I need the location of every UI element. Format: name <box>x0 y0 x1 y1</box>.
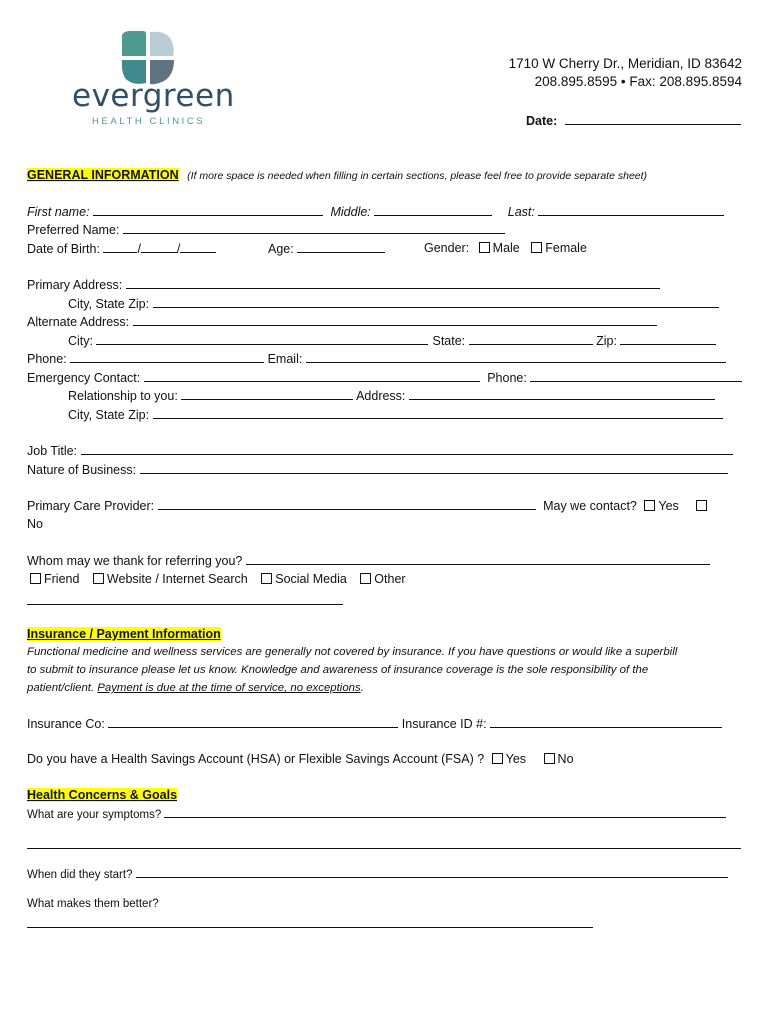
first-name-label: First name: <box>27 205 90 219</box>
clinic-logo <box>70 28 235 133</box>
email-input[interactable] <box>306 350 726 363</box>
date-input[interactable] <box>565 112 741 125</box>
male-checkbox[interactable] <box>479 242 490 253</box>
relationship-input[interactable] <box>181 387 353 400</box>
last-name-input[interactable] <box>538 203 724 216</box>
middle-label: Middle: <box>330 205 371 219</box>
relationship-row <box>68 387 715 404</box>
hsa-no-label: No <box>557 752 574 766</box>
alternate-address-input[interactable] <box>133 313 657 326</box>
nature-business-label: Nature of Business: <box>27 463 137 477</box>
contact-no-label: No <box>27 517 43 531</box>
preferred-name-row <box>27 221 505 238</box>
male-label: Male <box>492 241 520 255</box>
nature-business-row <box>27 461 728 478</box>
friend-checkbox[interactable] <box>30 573 41 584</box>
emergency-phone-label: Phone: <box>487 371 527 385</box>
referral-label: Whom may we thank for referring you? <box>27 554 243 568</box>
age-field <box>268 240 385 257</box>
city-label: City: <box>68 334 93 348</box>
city-state-zip-label: City, State Zip: <box>68 297 150 311</box>
insurance-note-line2: to submit to insurance please let us know. Knowledge and awareness of insurance coverage is the sole responsibility of the <box>27 664 649 676</box>
emergency-city-row <box>68 406 723 423</box>
insurance-co-row <box>27 715 722 732</box>
alternate-city-row <box>68 332 716 349</box>
female-label: Female <box>545 241 587 255</box>
insurance-id-input[interactable] <box>490 715 722 728</box>
last-label: Last: <box>507 205 535 219</box>
better-input[interactable] <box>27 927 593 928</box>
email-label: Email: <box>267 352 303 366</box>
clinic-address: 1710 W Cherry Dr., Meridian, ID 83642 <box>508 56 742 71</box>
social-media-label: Social Media <box>275 572 347 586</box>
phone-email-row <box>27 350 726 367</box>
alternate-address-row <box>27 313 657 330</box>
dob-month-input[interactable] <box>103 240 137 253</box>
other-label: Other <box>374 572 406 586</box>
female-checkbox[interactable] <box>531 242 542 253</box>
health-title: Health Concerns & Goals <box>27 788 178 802</box>
emergency-address-label: Address: <box>356 389 406 403</box>
symptoms-label: What are your symptoms? <box>27 809 162 821</box>
preferred-name-label: Preferred Name: <box>27 223 120 237</box>
contact-no-checkbox[interactable] <box>696 500 707 511</box>
job-title-row <box>27 442 733 459</box>
website-checkbox[interactable] <box>93 573 104 584</box>
emergency-city-input[interactable] <box>153 406 723 419</box>
contact-yes-label: Yes <box>658 499 679 513</box>
nature-business-input[interactable] <box>140 461 728 474</box>
age-input[interactable] <box>297 240 385 253</box>
dob-separator: / <box>137 242 141 256</box>
emergency-phone-input[interactable] <box>530 369 742 382</box>
symptoms-input[interactable] <box>164 805 726 818</box>
age-label: Age: <box>268 242 294 256</box>
first-name-row <box>27 203 724 220</box>
primary-address-label: Primary Address: <box>27 278 123 292</box>
general-info-note: (If more space is needed when filling in certain sections, please feel free to provide separate sheet) <box>187 170 648 182</box>
zip-input[interactable] <box>620 332 716 345</box>
preferred-name-input[interactable] <box>123 221 505 234</box>
general-info-heading-row <box>27 167 647 184</box>
pcp-label: Primary Care Provider: <box>27 499 155 513</box>
dob-label: Date of Birth: <box>27 242 100 256</box>
other-input[interactable] <box>27 604 343 605</box>
hsa-label: Do you have a Health Savings Account (HSA) or Flexible Savings Account (FSA) ? <box>27 752 485 766</box>
gender-label: Gender: <box>424 241 470 255</box>
city-input[interactable] <box>96 332 428 345</box>
primary-address-input[interactable] <box>126 276 660 289</box>
dob-row <box>27 240 216 257</box>
symptoms-input-line2[interactable] <box>27 848 741 849</box>
insurance-co-input[interactable] <box>108 715 398 728</box>
insurance-note-start: patient/client. <box>27 682 95 694</box>
emergency-city-label: City, State Zip: <box>68 408 150 422</box>
website-label: Website / Internet Search <box>106 572 248 586</box>
start-input[interactable] <box>136 865 728 878</box>
insurance-heading-row <box>27 626 221 642</box>
payment-due-notice: Payment is due at the time of service, no exceptions <box>97 682 361 694</box>
emergency-address-input[interactable] <box>409 387 715 400</box>
primary-city-row <box>68 295 719 312</box>
phone-label: Phone: <box>27 352 67 366</box>
middle-name-input[interactable] <box>374 203 492 216</box>
insurance-id-label: Insurance ID #: <box>401 717 487 731</box>
dob-day-input[interactable] <box>141 240 177 253</box>
social-media-checkbox[interactable] <box>261 573 272 584</box>
hsa-yes-label: Yes <box>505 752 527 766</box>
first-name-input[interactable] <box>93 203 323 216</box>
insurance-note-line3 <box>27 680 364 696</box>
hsa-yes-checkbox[interactable] <box>492 753 503 764</box>
clinic-phone-fax: 208.895.8595 • Fax: 208.895.8594 <box>534 74 742 89</box>
dob-year-input[interactable] <box>180 240 216 253</box>
other-checkbox[interactable] <box>360 573 371 584</box>
logo-subtitle: HEALTH CLINICS <box>92 116 206 127</box>
general-info-title: GENERAL INFORMATION <box>27 168 179 182</box>
emergency-contact-row <box>27 369 742 386</box>
health-heading-row <box>27 787 177 803</box>
state-input[interactable] <box>469 332 593 345</box>
hsa-no-checkbox[interactable] <box>544 753 555 764</box>
primary-address-row <box>27 276 660 293</box>
better-label: What makes them better? <box>27 898 159 910</box>
referral-options-row <box>30 571 406 587</box>
insurance-note-line1: Functional medicine and wellness services are generally not covered by insurance. If you have questions or would like a superbill <box>27 646 678 658</box>
date-field <box>526 112 741 129</box>
start-row <box>27 865 728 883</box>
gender-field <box>424 240 587 256</box>
date-label: Date: <box>526 114 558 128</box>
logo-name: evergreen <box>72 78 235 114</box>
start-label: When did they start? <box>27 869 133 881</box>
dob-separator: / <box>176 242 181 256</box>
job-title-input[interactable] <box>81 442 733 455</box>
contact-yes-checkbox[interactable] <box>644 500 655 511</box>
job-title-label: Job Title: <box>27 444 78 458</box>
pcp-row <box>27 497 710 514</box>
relationship-label: Relationship to you: <box>68 389 178 403</box>
primary-city-state-zip-input[interactable] <box>153 295 719 308</box>
insurance-note-end: . <box>360 682 364 694</box>
emergency-contact-label: Emergency Contact: <box>27 371 141 385</box>
state-label: State: <box>432 334 466 348</box>
pcp-input[interactable] <box>158 497 536 510</box>
insurance-co-label: Insurance Co: <box>27 717 105 731</box>
may-contact-label: May we contact? <box>543 499 637 513</box>
friend-label: Friend <box>44 572 80 586</box>
hsa-row <box>27 751 574 767</box>
zip-label: Zip: <box>596 334 617 348</box>
symptoms-row <box>27 805 726 823</box>
referral-row <box>27 552 710 569</box>
phone-input[interactable] <box>70 350 264 363</box>
alternate-address-label: Alternate Address: <box>27 315 130 329</box>
referral-input[interactable] <box>246 552 710 565</box>
insurance-title: Insurance / Payment Information <box>27 627 221 641</box>
emergency-contact-input[interactable] <box>144 369 480 382</box>
